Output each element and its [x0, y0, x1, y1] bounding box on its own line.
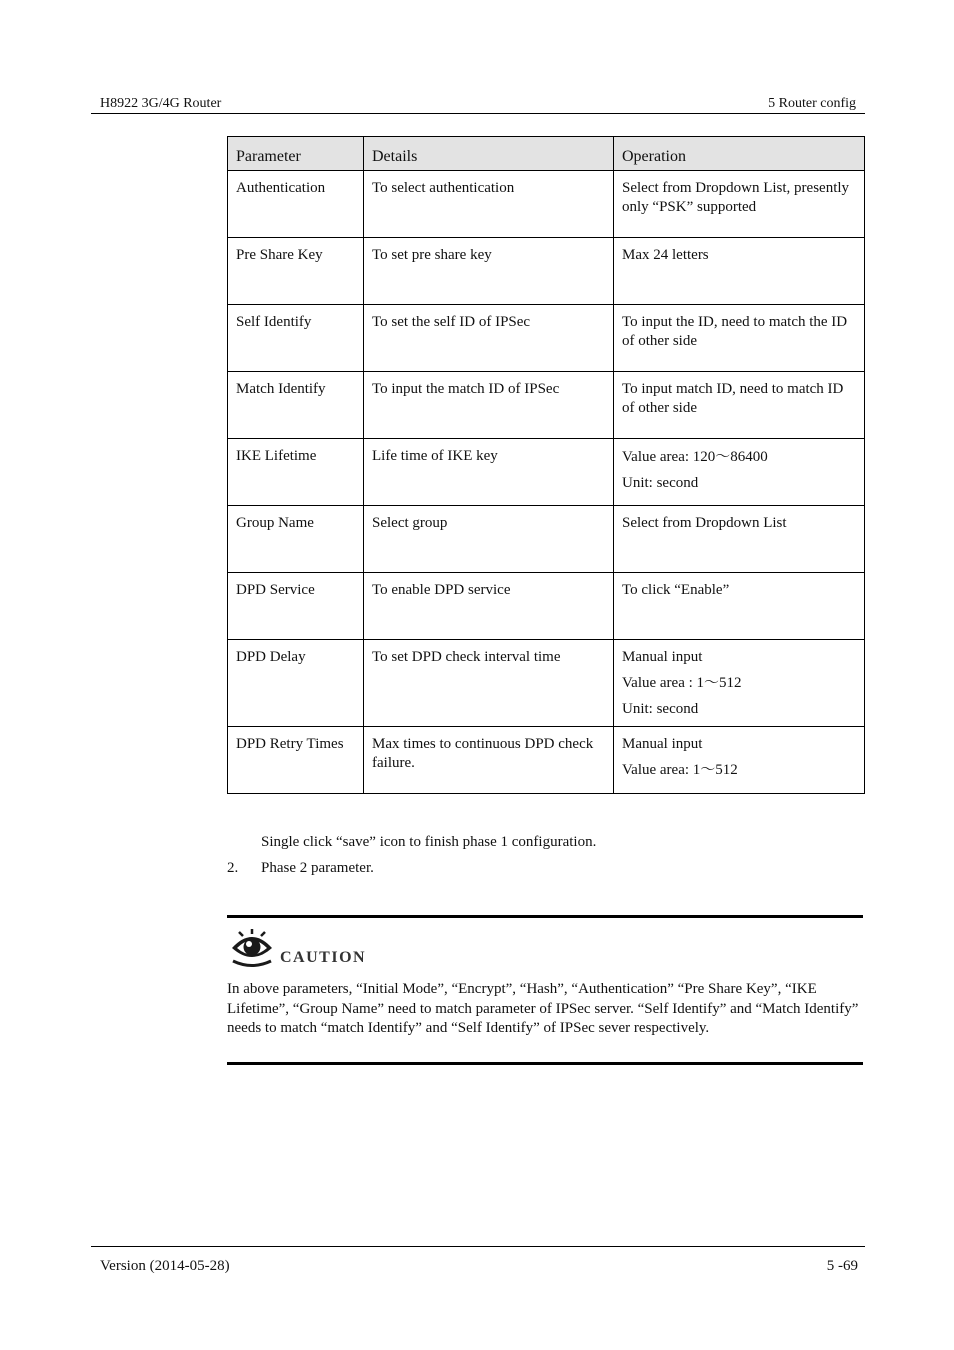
header-divider [91, 113, 865, 114]
step-number: 2. [227, 860, 239, 876]
cell-parameter: Match Identify [228, 372, 364, 439]
cell-details: To set the self ID of IPSec [364, 305, 614, 372]
footer-version: Version (2014-05-28) [100, 1258, 230, 1274]
table-header-row [228, 137, 865, 171]
parameter-table [227, 136, 865, 794]
column-header-parameter: Parameter [228, 137, 364, 171]
cell-operation [614, 640, 865, 727]
header-chapter: 5 Router config [768, 96, 856, 111]
cell-operation [614, 727, 865, 794]
cell-operation [614, 238, 865, 305]
caution-text: In above parameters, “Initial Mode”, “Encrypt”, “Hash”, “Authentication” “Pre Share Key”, “IKE Lifetime”, “Group Name” need to match parameter of IPSec server. “Self Identify” and “Match Identify” needs to match “match Identify” and “Self Identify” of IPSec sever respectively. [227, 981, 859, 1036]
operation-line: To click “Enable” [622, 582, 730, 598]
cell-details: To enable DPD service [364, 573, 614, 640]
cell-details: To input the match ID of IPSec [364, 372, 614, 439]
table-row [228, 439, 865, 506]
operation-line: Value area: 120～86400 [622, 449, 768, 465]
operation-line: Manual input [622, 736, 703, 752]
operation-line: Value area: 1～512 [622, 762, 738, 778]
cell-parameter: DPD Retry Times [228, 727, 364, 794]
cell-parameter: Group Name [228, 506, 364, 573]
cell-operation [614, 439, 865, 506]
table-row [228, 171, 865, 238]
cell-details: Select group [364, 506, 614, 573]
operation-line: Unit: second [622, 701, 699, 717]
table-row [228, 372, 865, 439]
table-row [228, 573, 865, 640]
cell-operation [614, 372, 865, 439]
table-row [228, 305, 865, 372]
header-product: H8922 3G/4G Router [100, 96, 222, 111]
caution-bottom-rule [227, 1062, 863, 1065]
operation-line: To input match ID, need to match ID of other side [622, 381, 844, 416]
column-header-operation: Operation [614, 137, 865, 171]
eye-icon [229, 928, 275, 968]
caution-top-rule [227, 915, 863, 918]
cell-operation [614, 305, 865, 372]
step-text: Phase 2 parameter. [261, 860, 374, 876]
cell-operation [614, 506, 865, 573]
cell-details: To select authentication [364, 171, 614, 238]
save-instruction: Single click “save” icon to finish phase 1 configuration. [261, 834, 597, 850]
cell-parameter: Self Identify [228, 305, 364, 372]
operation-line: Select from Dropdown List [622, 515, 787, 531]
table-row [228, 727, 865, 794]
footer-page-number: 5 -69 [826, 1258, 858, 1274]
column-header-details: Details [364, 137, 614, 171]
table-row [228, 506, 865, 573]
cell-details: Life time of IKE key [364, 439, 614, 506]
cell-details: To set pre share key [364, 238, 614, 305]
table-row [228, 238, 865, 305]
operation-line: Manual input [622, 649, 703, 665]
operation-line: To input the ID, need to match the ID of other side [622, 314, 848, 349]
operation-line: Unit: second [622, 475, 699, 491]
operation-line: Max 24 letters [622, 247, 709, 263]
cell-parameter: DPD Delay [228, 640, 364, 727]
operation-line: Select from Dropdown List, presently only “PSK” supported [622, 180, 850, 215]
operation-line: Value area : 1～512 [622, 675, 742, 691]
cell-operation [614, 171, 865, 238]
cell-details: To set DPD check interval time [364, 640, 614, 727]
table-row [228, 640, 865, 727]
cell-parameter: Authentication [228, 171, 364, 238]
caution-label: CAUTION [280, 949, 367, 966]
cell-parameter: DPD Service [228, 573, 364, 640]
cell-parameter: IKE Lifetime [228, 439, 364, 506]
cell-operation [614, 573, 865, 640]
cell-parameter: Pre Share Key [228, 238, 364, 305]
footer-divider [91, 1246, 865, 1247]
cell-details: Max times to continuous DPD check failure. [364, 727, 614, 794]
